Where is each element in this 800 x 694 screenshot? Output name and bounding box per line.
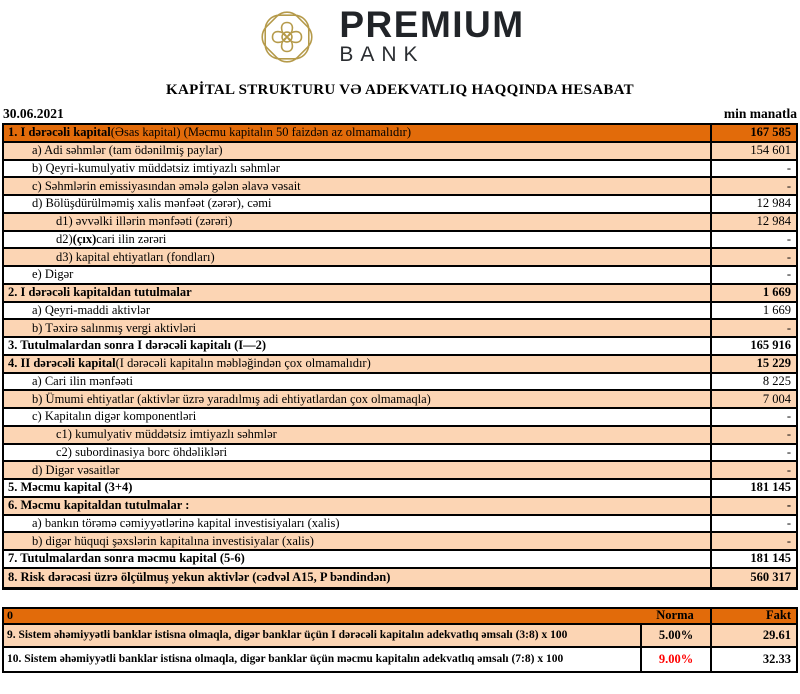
adequacy-table [2,607,798,673]
unit-label: min manatla [723,106,797,121]
row-value: 8 225 [710,374,796,390]
table-row [4,232,796,250]
row-value: - [710,267,796,283]
row-label: a) bankın törəmə cəmiyyətlərinə kapital investisiyaları (xalis) [32,515,340,530]
row-value: - [710,232,796,248]
row-label: 1. I dərəcəli kapital (Əsas kapital) (Məcmu kapitalın 50 faizdən az olmamalıdır) [8,125,412,140]
row-label: 3. Tutulmalardan sonra I dərəcəli kapitalı (I—2) [8,338,267,353]
row-value: 181 145 [710,551,796,567]
table-row [4,498,796,516]
ratio-row [4,648,796,671]
table-row [4,533,796,551]
table-row [4,125,796,143]
row-value: - [710,462,796,478]
adequacy-header-left: 0 [7,608,13,622]
row-value: 12 984 [710,196,796,212]
row-label: 7. Tutulmalardan sonra məcmu kapital (5-6) [8,551,245,566]
table-row [4,551,796,569]
table-row [4,569,796,587]
row-label: c1) kumulyativ müddətsiz imtiyazlı səhmlər [56,427,277,442]
table-row [4,516,796,534]
row-label: 4. II dərəcəli kapital (I dərəcəli kapitalın məbləğindən çox olmamalıdır) [8,356,371,371]
ratio-row-label: 9. Sistem əhəmiyyətli banklar istisna olmaqla, digər banklar üçün I dərəcəli kapitalın adekvatlıq əmsalı (3:8) x 100 [7,629,568,641]
knot-emblem-icon [251,4,323,70]
table-row [4,480,796,498]
row-value: 165 916 [710,338,796,354]
table-row [4,427,796,445]
table-row [4,285,796,303]
table-row [4,161,796,179]
table-row [4,303,796,321]
row-label: b) Ümumi ehtiyatlar (aktivlər üzrə yaradılmış adi ehtiyatlardan çox olmamaqla) [32,391,431,406]
page-title: KAPİTAL STRUKTURU VƏ ADEKVATLIQ HAQQINDA HESABAT [166,82,634,98]
row-label: b) digər hüquqi şəxslərin kapitalına investisiyalar (xalis) [32,533,314,548]
brand-subname: BANK [339,43,425,66]
row-value: - [710,533,796,549]
premium-bank-logo [0,2,788,72]
row-label: d3) kapital ehtiyatları (fondları) [56,249,215,264]
ratio-row [4,625,796,648]
brand-name: PREMIUM [339,4,525,45]
row-label: b) Qeyri-kumulyativ müddətsiz imtiyazlı səhmlər [32,160,280,175]
row-label: a) Adi səhmlər (tam ödənilmiş paylar) [32,143,223,158]
row-label: e) Digər [32,267,74,282]
row-value: - [710,409,796,425]
norma-value: 9.00% [640,648,710,671]
fakt-value: 32.33 [710,648,796,671]
row-value: - [710,427,796,443]
table-row [4,356,796,374]
row-value: 7 004 [710,391,796,407]
row-value: 181 145 [710,480,796,496]
table-row [4,143,796,161]
row-value: 12 984 [710,214,796,230]
meta-row [0,104,800,122]
row-label: d) Bölüşdürülməmiş xalis mənfəət (zərər), cəmi [32,196,272,211]
table-row [4,249,796,267]
row-label: 8. Risk dərəcəsi üzrə ölçülmuş yekun aktivlər (cədvəl A15, P bəndindən) [8,570,391,585]
report-date: 30.06.2021 [3,106,64,121]
row-value: 167 585 [710,125,796,141]
table-row [4,196,796,214]
row-value: - [710,161,796,177]
row-label: 5. Məcmu kapital (3+4) [8,480,133,495]
table-row [4,338,796,356]
ratio-row-label: 10. Sistem əhəmiyyətli banklar istisna olmaqla, digər banklar üçün məcmu kapitalın adekvatlıq əmsalı (7:8) x 100 [7,653,564,665]
row-value: 15 229 [710,356,796,372]
row-value: - [710,249,796,265]
table-row [4,267,796,285]
logo-text [339,4,525,67]
row-value: - [710,445,796,461]
table-row [4,374,796,392]
row-value: - [710,516,796,532]
table-row [4,391,796,409]
row-value: 1 669 [710,303,796,319]
table-row [4,445,796,463]
row-label: a) Qeyri-maddi aktivlər [32,302,151,317]
capital-table [2,123,798,590]
row-label: d) Digər vəsaitlər [32,462,120,477]
row-label: c2) subordinasiya borc öhdəlikləri [56,444,228,459]
adequacy-header-row [4,609,796,625]
row-label: c) Kapitalın digər komponentləri [32,409,197,424]
row-value: 560 317 [710,569,796,587]
fakt-column-header: Fakt [710,609,796,623]
row-label: d2) (çıx) cari ilin zərəri [56,231,167,246]
norma-column-header: Norma [656,608,694,622]
row-label: 6. Məcmu kapitaldan tutulmalar : [8,498,190,513]
row-value: - [710,178,796,194]
row-label: b) Təxirə salınmış vergi aktivləri [32,320,197,335]
table-row [4,178,796,196]
table-row [4,409,796,427]
fakt-value: 29.61 [710,625,796,646]
row-label: d1) əvvəlki illərin mənfəəti (zərəri) [56,214,233,229]
row-label: c) Səhmlərin emissiyasından əmələ gələn əlavə vəsait [32,178,301,193]
norma-value: 5.00% [640,625,710,646]
row-value: - [710,320,796,336]
row-value: - [710,498,796,514]
row-value: 154 601 [710,143,796,159]
row-label: a) Cari ilin mənfəəti [32,373,134,388]
table-row [4,320,796,338]
row-value: 1 669 [710,285,796,301]
table-row [4,214,796,232]
row-label: 2. I dərəcəli kapitaldan tutulmalar [8,285,192,300]
table-row [4,462,796,480]
